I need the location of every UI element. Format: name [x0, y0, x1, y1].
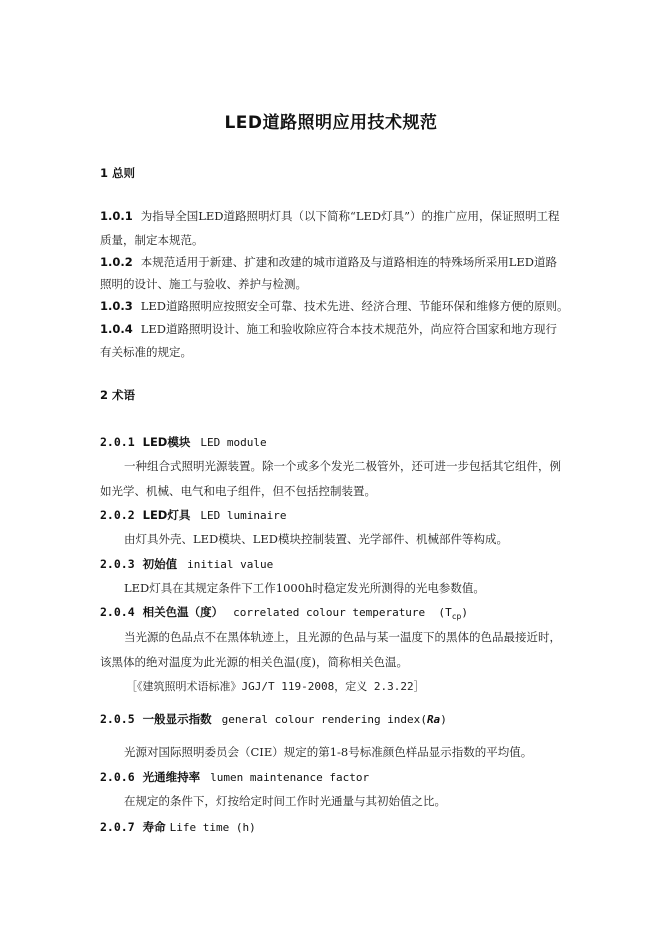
term-symbol: (Ra): [420, 713, 447, 726]
term-number: 2.0.6: [100, 770, 135, 784]
clause-1-0-2-cont: 照明的设计、施工与验收、养护与检测。: [100, 277, 307, 291]
term-english: lumen maintenance factor: [210, 771, 370, 784]
clause-1-0-4-cont: 有关标准的规定。: [100, 345, 192, 359]
term-english: LED module: [200, 436, 267, 449]
term-2-0-4-definition-cont: 该黑体的绝对温度为此光源的相关色温(度)，简称相关色温。: [100, 655, 408, 669]
term-2-0-2-definition: 由灯具外壳、LED模块、LED模块控制装置、光学部件、机械部件等构成。: [124, 532, 508, 546]
clause-number: 1.0.2: [100, 255, 133, 269]
clause-text: LED道路照明应按照安全可靠、技术先进、经济合理、节能环保和维修方便的原则。: [140, 299, 569, 313]
term-english: Life time (h): [169, 821, 256, 834]
term-number: 2.0.1: [100, 435, 135, 449]
term-2-0-6-heading: [100, 770, 369, 785]
term-2-0-3-definition: LED灯具在其规定条件下工作1000h时稳定发光所测得的光电参数值。: [124, 581, 485, 595]
term-2-0-3-heading: [100, 557, 273, 572]
term-chinese: 相关色温（度）: [142, 605, 224, 619]
term-symbol: $(T_{cp})$: [425, 606, 468, 622]
term-chinese: 光通维持率: [142, 770, 201, 784]
clause-number: 1.0.4: [100, 322, 133, 336]
clause-1-0-1-cont: 质量，制定本规范。: [100, 233, 204, 247]
clause-1-0-3: [100, 299, 569, 314]
term-chinese: 寿命: [142, 820, 166, 834]
document-title: LED道路照明应用技术规范: [224, 113, 438, 133]
clause-1-0-1: [100, 209, 560, 224]
clause-text: 为指导全国LED道路照明灯具（以下简称“LED灯具”）的推广应用，保证照明工程: [140, 209, 560, 223]
term-number: 2.0.3: [100, 557, 135, 571]
term-2-0-5-definition: 光源对国际照明委员会（CIE）规定的第1-8号标准颜色样品显示指数的平均值。: [124, 745, 533, 759]
term-number: 2.0.2: [100, 508, 135, 522]
term-chinese: LED模块: [142, 435, 191, 449]
term-english: correlated colour temperature: [233, 606, 426, 619]
clause-number: 1.0.1: [100, 209, 133, 223]
term-2-0-1-definition: 一种组合式照明光源装置。除一个或多个发光二极管外，还可进一步包括其它组件，例: [124, 459, 561, 473]
section-1-heading: 1 总则: [100, 166, 136, 180]
section-2-heading: 2 术语: [100, 388, 136, 402]
term-chinese: 一般显示指数: [142, 712, 212, 726]
term-2-0-2-heading: [100, 508, 286, 523]
term-number: 2.0.7: [100, 820, 135, 834]
term-english: general colour rendering index: [221, 713, 421, 726]
term-2-0-7-heading: [100, 820, 256, 835]
clause-number: 1.0.3: [100, 299, 133, 313]
term-number: 2.0.4: [100, 605, 135, 619]
term-2-0-4-heading: [100, 605, 468, 624]
clause-text: 本规范适用于新建、扩建和改建的城市道路及与道路相连的特殊场所采用LED道路: [140, 255, 557, 269]
term-chinese: LED灯具: [142, 508, 191, 522]
term-2-0-5-heading: [100, 712, 447, 727]
clause-text: LED道路照明设计、施工和验收除应符合本技术规范外，尚应符合国家和地方现行: [140, 322, 557, 336]
clause-1-0-4: [100, 322, 557, 337]
term-english: LED luminaire: [200, 509, 287, 522]
term-2-0-6-definition: 在规定的条件下，灯按给定时间工作时光通量与其初始值之比。: [124, 794, 446, 808]
clause-1-0-2: [100, 255, 557, 270]
term-chinese: 初始值: [142, 557, 178, 571]
term-2-0-1-definition-cont: 如光学、机械、电气和电子组件，但不包括控制装置。: [100, 484, 376, 498]
term-number: 2.0.5: [100, 712, 135, 726]
term-2-0-4-definition: 当光源的色品点不在黑体轨迹上，且光源的色品与某一温度下的黑体的色品最接近时，: [124, 630, 561, 644]
term-2-0-1-heading: [100, 435, 267, 450]
term-2-0-4-reference: ［《建筑照明术语标准》JGJ/T 119-2008，定义 2.3.22］: [126, 680, 425, 693]
term-english: initial value: [187, 558, 274, 571]
